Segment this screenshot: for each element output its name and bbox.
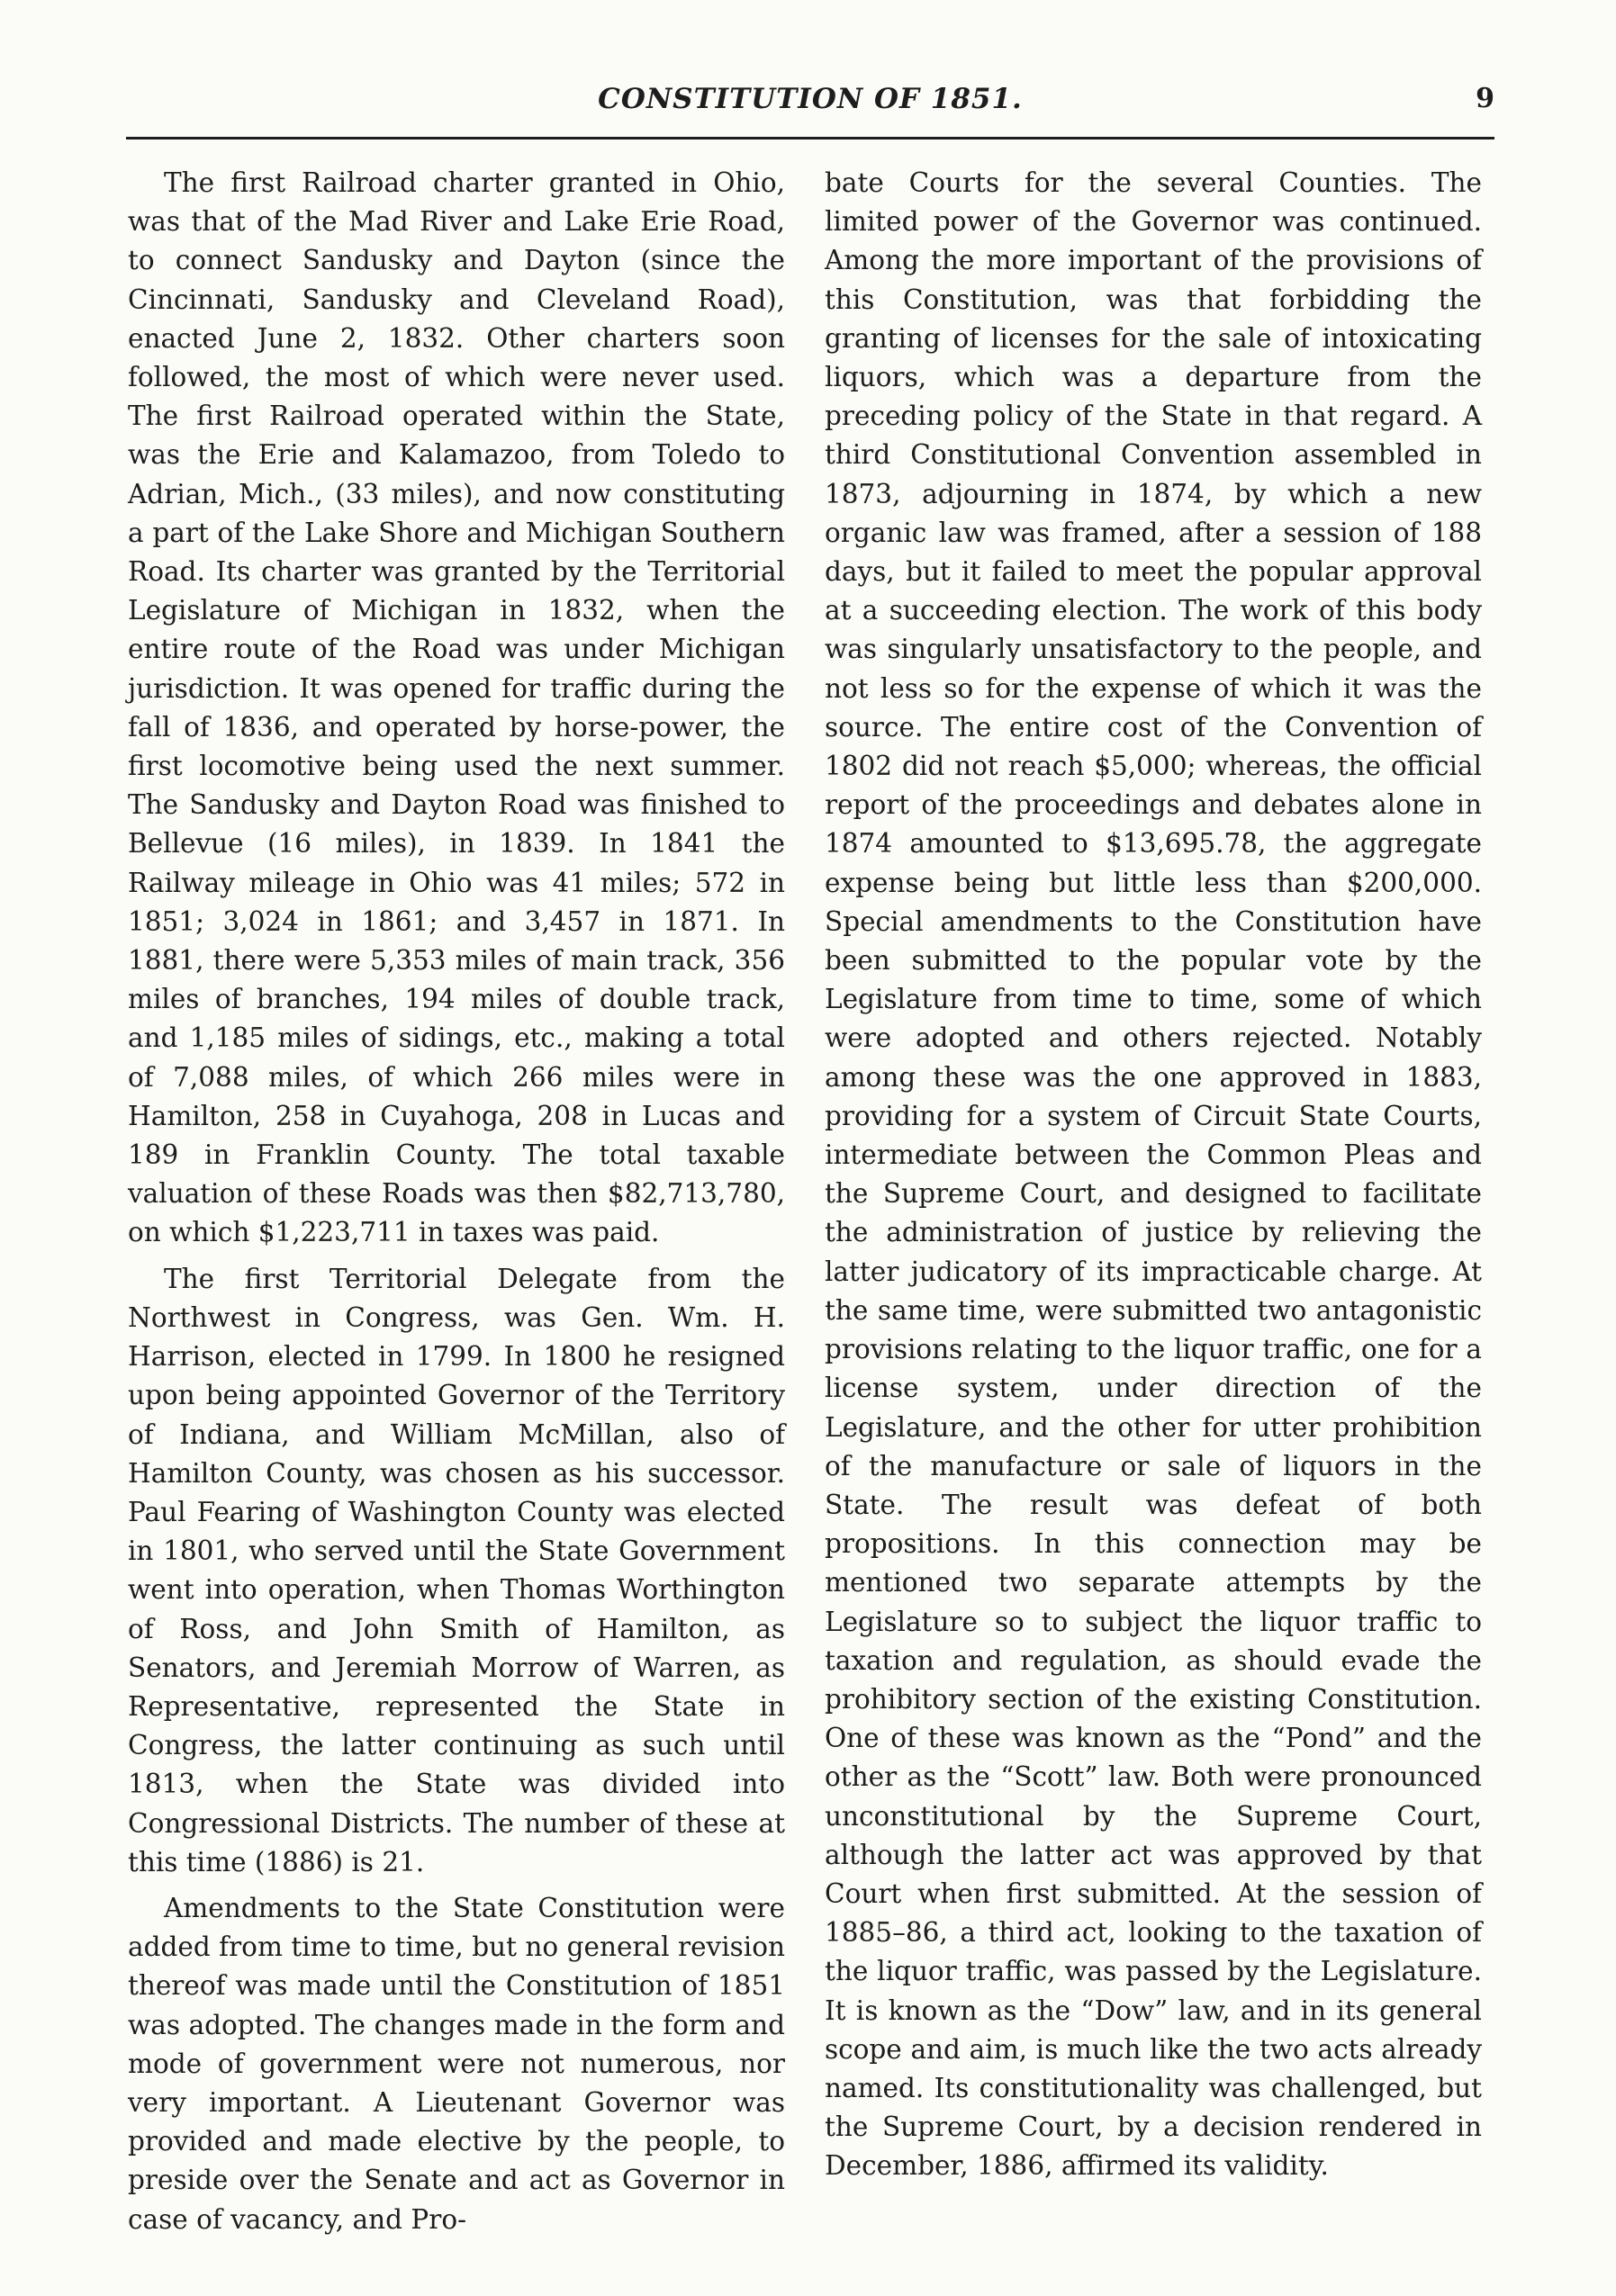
paragraph-delegates: The first Territorial Delegate from the Northwest in Congress, was Gen. Wm. H. Harrison, elected in 1799. In 1800 he resigned upon being appointed Governor of the Territory of Indiana, and William McMillan, also of Hamilton County, was chosen as his successor. Paul Fearing of Washington County was elected in 1801, who served until the State Government went into operation, when Thomas Worthington of Ross, and John Smith of Hamilton, as Senators, and Jeremiah Morrow of Warren, as Representative, represented the State in Congress, the latter continuing as such until 1813, when the State was divided into Congressional Districts. The number of these at this time (1886) is 21. [128,1263,785,1877]
header-rule [126,137,1494,140]
paragraph-railroads: The first Railroad charter granted in Ohio, was that of the Mad River and Lake Erie Road, to connect Sandusky and Dayton (since the Cincinnati, Sandusky and Cleveland Road), enacted June 2, 1832. Other charters soon followed, the most of which were never used. The first Railroad operated within the State, was the Erie and Kalamazoo, from Toledo to Adrian, Mich., (33 miles), and now constituting a part of the Lake Shore and Michigan Southern Road. Its charter was granted by the Territorial Legislature of Michigan in 1832, when the entire route of the Road was under Michigan jurisdiction. It was opened for traffic during the fall of 1836, and operated by horse-power, the first locomotive being used the next summer. The Sandusky and Dayton Road was finished to Bellevue (16 miles), in 1839. In 1841 the Railway mileage in Ohio was 41 miles; 572 in 1851; 3,024 in 1861; and 3,457 in 1871. In 1881, there were 5,353 miles of main track, 356 miles of branches, 194 miles of double track, and 1,185 miles of sidings, etc., making a total of 7,088 miles, of which 266 miles were in Hamilton, 258 in Cuyahoga, 208 in Lucas and 189 in Franklin County. The total taxable valuation of these Roads was then $82,713,780, on which $1,223,711 in taxes was paid. [128,167,785,1248]
page-number: 9 [1476,83,1494,114]
left-column [128,164,785,2246]
right-column [825,164,1482,2193]
running-title: CONSTITUTION OF 1851. [598,83,1023,115]
paragraph-amendments: Amendments to the State Constitution were added from time to time, but no general revision thereof was made until the Constitution of 1851 was adopted. The changes made in the form and mode of government were not numerous, nor very important. A Lieutenant Governor was provided and made elective by the people, to preside over the Senate and act as Governor in case of vacancy, and Pro- [128,1892,785,2235]
paragraph-constitution-continued: bate Courts for the several Counties. The limited power of the Governor was continued. Among the more important of the provisions of this Constitution, was that forbidding the granting of licenses for the sale of intoxicating liquors, which was a departure from the preceding policy of the State in that regard. A third Constitutional Convention assembled in 1873, adjourning in 1874, by which a new organic law was framed, after a session of 188 days, but it failed to meet the popular approval at a succeeding election. The work of this body was singularly unsatisfactory to the people, and not less so for the expense of which it was the source. The entire cost of the Convention of 1802 did not reach $5,000; whereas, the official report of the proceedings and debates alone in 1874 amounted to $13,695.78, the aggregate expense being but little less than $200,000. Special amendments to the Constitution have been submitted to the popular vote by the Legislature from time to time, some of which were adopted and others rejected. Notably among these was the one approved in 1883, providing for a system of Circuit State Courts, intermediate between the Common Pleas and the Supreme Court, and designed to facilitate the administration of justice by relieving the latter judicatory of its impracticable charge. At the same time, were submitted two antagonistic provisions relating to the liquor traffic, one for a license system, under direction of the Legislature, and the other for utter prohibition of the manufacture or sale of liquors in the State. The result was defeat of both propositions. In this connection may be mentioned two separate attempts by the Legislature so to subject the liquor traffic to taxation and regulation, as should evade the prohibitory section of the existing Constitution. One of these was known as the “Pond” and the other as the “Scott” law. Both were pronounced unconstitutional by the Supreme Court, although the latter act was approved by that Court when first submitted. At the session of 1885–86, a third act, looking to the taxation of the liquor traffic, was passed by the Legislature. It is known as the “Dow” law, and in its general scope and aim, is much like the two acts already named. Its constitutionality was challenged, but the Supreme Court, by a decision rendered in December, 1886, affirmed its validity. [825,167,1482,2182]
